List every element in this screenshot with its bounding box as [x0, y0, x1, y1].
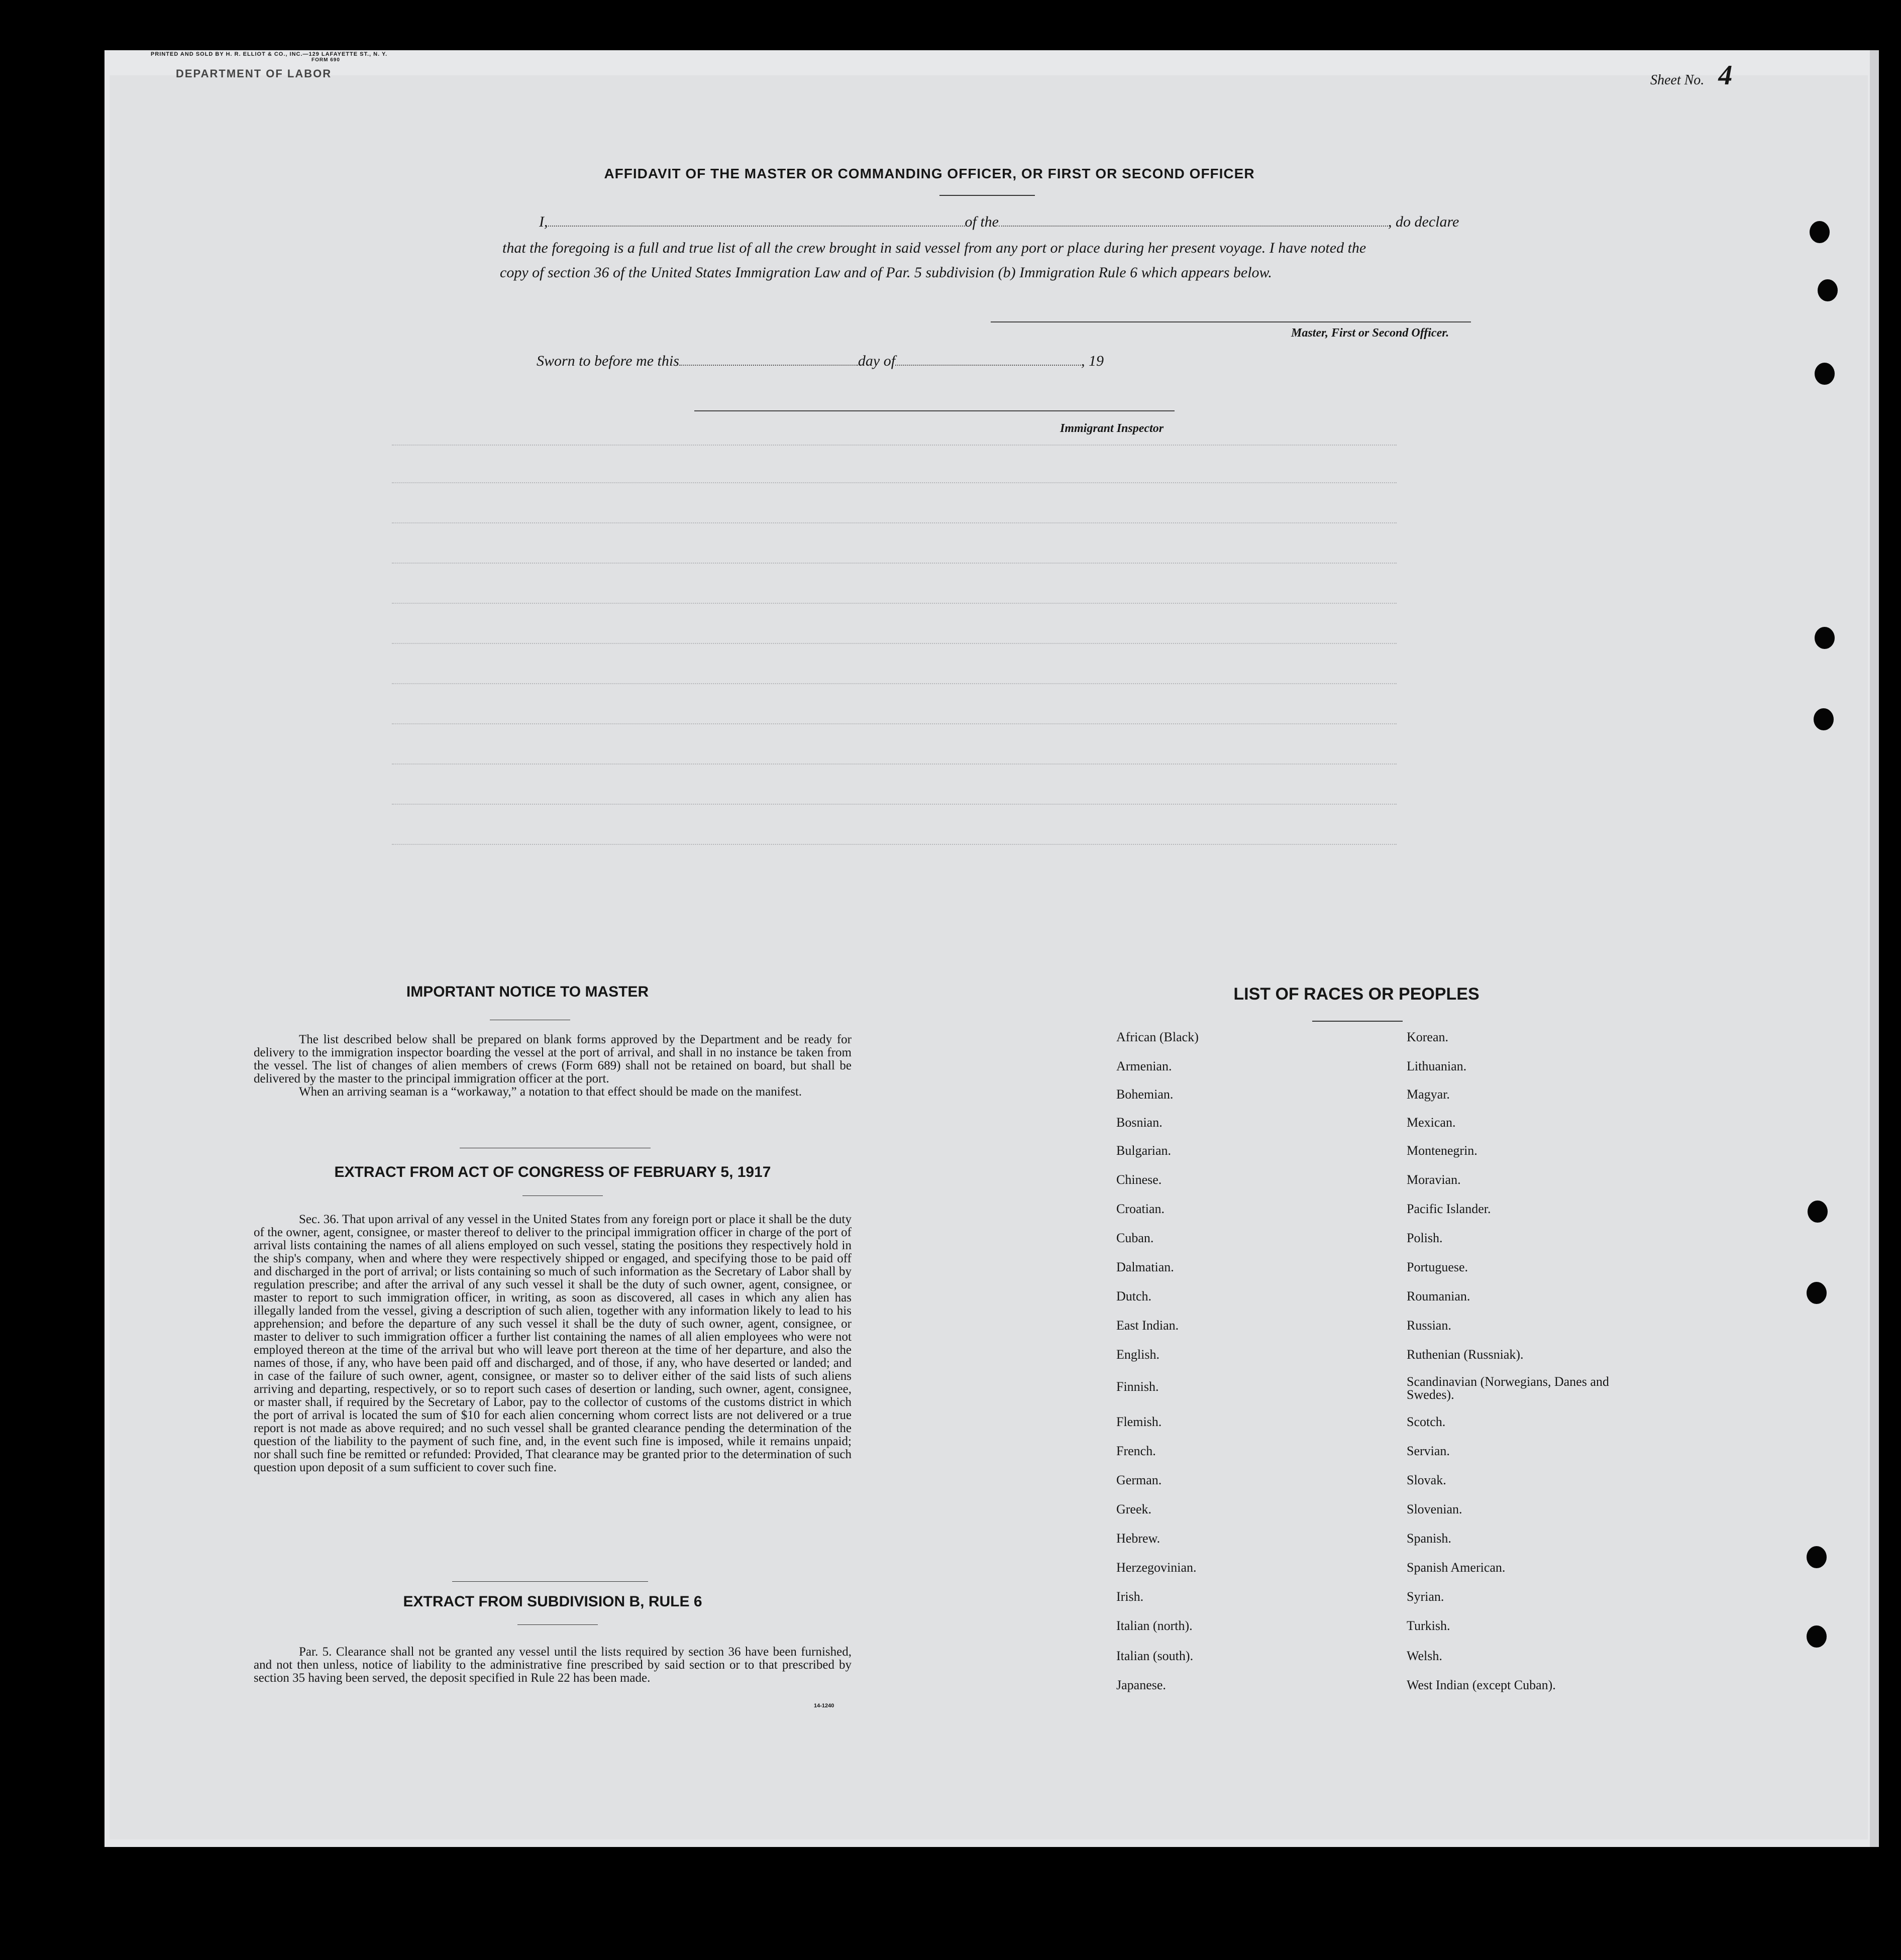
affidavit-title: AFFIDAVIT OF THE MASTER OR COMMANDING OFFICER, OR FIRST OR SECOND OFFICER: [604, 166, 1255, 181]
race-item: Bohemian.: [1116, 1087, 1174, 1102]
race-item: Dalmatian.: [1116, 1260, 1174, 1274]
affidavit-line-2: that the foregoing is a full and true list of all the crew brought in said vessel from any port or place during her present voyage. I have noted the: [502, 240, 1366, 256]
race-item: Polish.: [1407, 1231, 1443, 1245]
ghost-row: [392, 723, 1397, 730]
master-signature-caption: Master, First or Second Officer.: [1291, 326, 1449, 340]
race-item: English.: [1116, 1347, 1159, 1362]
inspector-caption: Immigrant Inspector: [1060, 422, 1164, 435]
section-36-paragraph: Sec. 36. That upon arrival of any vessel in the United States from any foreign port or place it shall be the duty of the owner, agent, consignee, or master thereof to deliver to the principal immigration officer in charge of the port of arrival lists containing the names of all aliens employed on such vessel, stating the positions they respectively hold in the ship's company, when and where they were respectively shipped or engaged, and specifying those to be paid off and discharged in the port of arrival; or lists containing so much of such information as the Secretary of Labor shall by regulation prescribe; and after the arrival of any such vessel it shall be the duty of such owner, agent, consignee, or master to report to such immigration officer, in writing, as soon as discovered, all cases in which any alien has illegally landed from the vessel, giving a description of such alien, together with any information likely to lead to his apprehension; and before the departure of any such vessel it shall be the duty of such owner, agent, consignee, or master to deliver to such immigration officer a further list containing the names of all alien employees who were not employed thereon at the time of the arrival but who will leave port thereon at the time of her departure, and also the names of those, if any, who have been paid off and discharged, and of those, if any, who have deserted or landed; and in case of the failure of such owner, agent, consignee, or master so to deliver either of the said lists of such aliens arriving and departing, respectively, or so to report such cases of desertion or landing, such owner, agent, consignee, or master shall, if required by the Secretary of Labor, pay to the collector of customs of the customs district in which the port of arrival is located the sum of $10 for each alien concerning whom correct lists are not delivered or a true report is not made as above required; and no such vessel shall be granted clearance pending the determination of the question of the liability to the payment of such fine, and, in the event such fine is imposed, while it remains unpaid; nor shall such fine be remitted or refunded: Provided, That clearance may be granted prior to the determination of such question upon deposit of a sum sufficient to cover such fine.: [254, 1213, 852, 1474]
race-item: Greek.: [1116, 1502, 1152, 1516]
notice-text: [254, 1033, 852, 1099]
race-item: Roumanian.: [1407, 1289, 1470, 1303]
notice-title: IMPORTANT NOTICE TO MASTER: [406, 984, 649, 1000]
race-item: Hebrew.: [1116, 1531, 1160, 1546]
ghost-row: [392, 522, 1397, 529]
rule-extract-underline: [517, 1624, 598, 1625]
rule-extract-text: [254, 1646, 852, 1685]
races-underline: [1312, 1021, 1403, 1022]
inspector-signature-line[interactable]: [694, 410, 1175, 411]
race-item: Flemish.: [1116, 1414, 1162, 1429]
race-item: Servian.: [1407, 1444, 1450, 1458]
ghost-row: [392, 482, 1397, 489]
ghost-row: [392, 844, 1397, 851]
printer-imprint: [151, 51, 502, 63]
race-item: Chinese.: [1116, 1172, 1162, 1187]
year-label: , 19: [1081, 353, 1104, 369]
ghost-row: [392, 683, 1397, 690]
race-item: Scotch.: [1407, 1414, 1446, 1429]
race-item: Pacific Islander.: [1407, 1202, 1491, 1216]
race-item: Korean.: [1407, 1030, 1449, 1044]
race-item: German.: [1116, 1473, 1162, 1487]
race-item: Russian.: [1407, 1318, 1451, 1333]
ghost-row: [392, 643, 1397, 650]
race-item: Montenegrin.: [1407, 1143, 1477, 1158]
race-item: Dutch.: [1116, 1289, 1152, 1303]
race-item: Italian (north).: [1116, 1618, 1193, 1633]
punch-hole: [1808, 1201, 1828, 1223]
race-item: Cuban.: [1116, 1231, 1154, 1245]
race-item: Welsh.: [1407, 1649, 1442, 1663]
affidavit-line-1: [539, 213, 1459, 231]
race-item: Japanese.: [1116, 1678, 1166, 1692]
sworn-line: [537, 353, 1104, 370]
form-number: FORM 690: [311, 57, 340, 63]
race-item: Moravian.: [1407, 1172, 1461, 1187]
race-item: Croatian.: [1116, 1202, 1165, 1216]
punch-hole: [1815, 363, 1835, 385]
race-item: Spanish American.: [1407, 1560, 1506, 1575]
sheet-label: Sheet No.: [1650, 72, 1705, 88]
act-extract-text: [254, 1213, 852, 1474]
race-item: Ruthenian (Russniak).: [1407, 1347, 1524, 1362]
punch-hole: [1807, 1625, 1827, 1648]
vessel-name-field[interactable]: [999, 215, 1388, 227]
race-item: Syrian.: [1407, 1589, 1444, 1604]
declare-label: , do declare: [1388, 213, 1459, 230]
races-title: LIST OF RACES OR PEOPLES: [1233, 985, 1480, 1004]
race-item: Armenian.: [1116, 1059, 1172, 1073]
race-item: Italian (south).: [1116, 1649, 1194, 1663]
ghost-row: [392, 764, 1397, 771]
race-item: Irish.: [1116, 1589, 1144, 1604]
section-divider: [452, 1581, 648, 1582]
race-item: Scandinavian (Norwegians, Danes and Swedes).: [1407, 1374, 1609, 1402]
printer-line: PRINTED AND SOLD BY H. R. ELLIOT & CO., INC.—129 LAFAYETTE ST., N. Y.: [151, 51, 388, 57]
ghost-row: [392, 563, 1397, 570]
race-item: Herzegovinian.: [1116, 1560, 1197, 1575]
race-item: Slovenian.: [1407, 1502, 1462, 1516]
race-item: Lithuanian.: [1407, 1059, 1467, 1073]
act-extract-title: EXTRACT FROM ACT OF CONGRESS OF FEBRUARY 5, 1917: [334, 1164, 771, 1180]
race-item: Magyar.: [1407, 1087, 1450, 1102]
notice-paragraph-2: When an arriving seaman is a “workaway,” a notation to that effect should be made on the manifest.: [299, 1085, 802, 1099]
affidavit-line-3: copy of section 36 of the United States Immigration Law and of Par. 5 subdivision (b) Immigration Rule 6 which appears below.: [500, 264, 1272, 281]
ghost-row: [392, 445, 1397, 452]
department-heading: DEPARTMENT OF LABOR: [176, 67, 332, 80]
act-extract-underline: [522, 1195, 603, 1196]
affidavit-i-label: I,: [539, 213, 548, 230]
race-item: Mexican.: [1407, 1115, 1456, 1130]
race-item: East Indian.: [1116, 1318, 1179, 1333]
race-item: Turkish.: [1407, 1618, 1450, 1633]
sworn-day-field[interactable]: [679, 355, 858, 366]
officer-name-field[interactable]: [548, 215, 965, 227]
race-item: Spanish.: [1407, 1531, 1451, 1546]
ghost-row: [392, 603, 1397, 610]
sheet-number: 4: [1718, 60, 1733, 91]
race-item: Slovak.: [1407, 1473, 1446, 1487]
race-item: Bulgarian.: [1116, 1143, 1172, 1158]
punch-hole: [1810, 221, 1830, 243]
race-item: West Indian (except Cuban).: [1407, 1678, 1556, 1692]
document-page: [110, 75, 1868, 1839]
form-code: 14-1240: [814, 1703, 834, 1709]
race-item: French.: [1116, 1444, 1156, 1458]
race-item: Portuguese.: [1407, 1260, 1468, 1274]
notice-paragraph-1: The list described below shall be prepared on blank forms approved by the Department and be ready for delivery to the immigration inspector boarding the vessel at the port of arrival, and shall in no instance be taken from the vessel. The list of changes of alien members of crews (Form 689) shall not be retained on board, but shall be delivered by the master to the principal immigration officer at the port.: [254, 1033, 852, 1085]
par-5-paragraph: Par. 5. Clearance shall not be granted any vessel until the lists required by section 36 have been furnished, and not then unless, notice of liability to the administrative fine prescribed by said section or to that prescribed by section 35 having been served, the deposit specified in Rule 22 has been made.: [254, 1645, 852, 1685]
ghost-row: [392, 804, 1397, 811]
title-underline: [939, 195, 1035, 196]
of-the-label: of the: [965, 213, 999, 230]
race-item: African (Black): [1116, 1030, 1199, 1044]
day-of-label: day of: [858, 353, 896, 369]
punch-hole: [1818, 279, 1838, 301]
master-signature-line[interactable]: [991, 321, 1471, 322]
rule-extract-title: EXTRACT FROM SUBDIVISION B, RULE 6: [403, 1593, 702, 1610]
punch-hole: [1807, 1546, 1827, 1568]
sworn-label: Sworn to before me this: [537, 353, 679, 369]
sworn-month-field[interactable]: [895, 355, 1081, 366]
punch-hole: [1814, 708, 1834, 730]
punch-hole: [1807, 1282, 1827, 1304]
sheet-number-field: [1650, 59, 1732, 91]
race-item: Bosnian.: [1116, 1115, 1163, 1130]
punch-hole: [1815, 627, 1835, 649]
race-item: Finnish.: [1116, 1379, 1159, 1394]
